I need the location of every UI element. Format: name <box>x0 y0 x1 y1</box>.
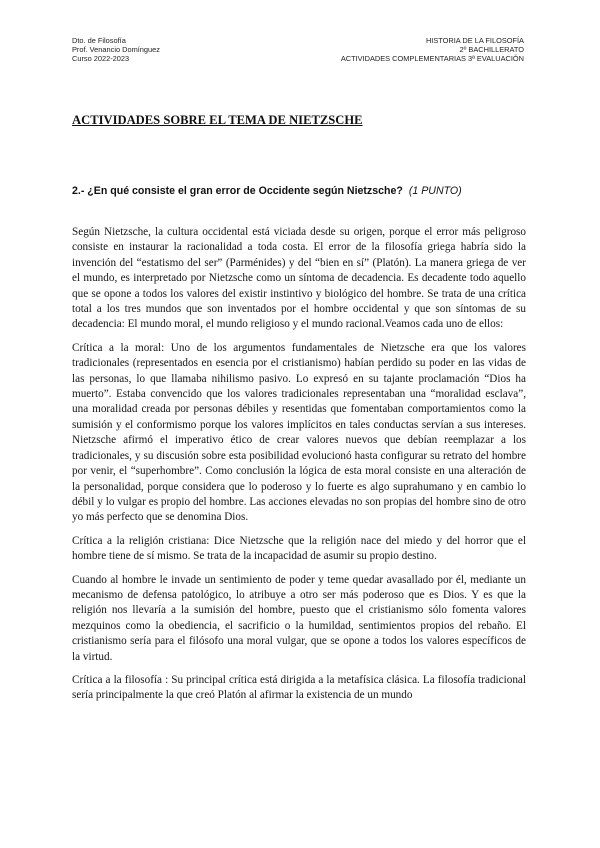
department-label: Dto. de Filosofía <box>72 36 126 45</box>
paragraph-intro: Según Nietzsche, la cultura occidental está viciada desde su origen, porque el error más peligroso consiste en instaurar la racionalidad a toda costa. El error de la filosofía griega habría sido la invención del “estatismo del ser” (Parménides) y del “bien en sí” (Platón). La manera griega de ver el mundo, es interpretado por Nietzsche como un síntoma de decadencia. Es decadente todo aquello que se opone a todos los valores del existir instintivo y biológico del hombre. Se trata de una crítica total a los tres mundos que son inventados por el hombre occidental y que son síntomas de su decadencia: El mundo moral, el mundo religioso y el mundo racional.Veamos cada uno de ellos: <box>72 226 526 331</box>
question-points: (1 PUNTO) <box>408 185 462 197</box>
paragraph-religion-detail: Cuando al hombre le invade un sentimiento de poder y teme quedar avasallado por él, mediante un mecanismo de defensa patológico, lo atribuye a otro ser más poderoso que es Dios. Y es que la religión nos llevaría a la sumisión del hombre, puesto que el cristianismo sólo fomenta valores mezquinos como la obediencia, el sacrificio o la humildad, sentimientos propios del rebaño. El cristianismo sería para el filósofo una moral vulgar, que se opone a todos los valores específicos de la virtud. <box>72 573 526 663</box>
header-right <box>341 36 524 64</box>
activities-label: ACTIVIDADES COMPLEMENTARIAS 3ª EVALUACIÓN <box>340 54 524 64</box>
question-text: 2.- ¿En qué consiste el gran error de Occidente según Nietzsche? <box>72 185 403 197</box>
grade-label: 2º BACHILLERATO <box>459 45 524 55</box>
paragraph-moral-critique: Crítica a la moral: Uno de los argumentos fundamentales de Nietzsche era que los valores tradicionales (representados en esencia por el cristianismo) habían perdido su poder en las vidas de las personas, lo que llamaba nihilismo pasivo. Lo expresó en su tajante proclamación “Dios ha muerto”. Estaba convencido que los valores tradicionales representaban una “moralidad esclava”, una moralidad creada por personas débiles y resentidas que fomentaban comportamientos como la sumisión y el conformismo porque los valores implícitos en tales conductas servían a sus intereses. Nietzsche afirmó el imperativo ético de crear valores nuevos que debían reemplazar a los tradicionales, y su discusión sobre esta posibilidad evolucionó hasta configurar su retrato del hombre por venir, el “superhombre”. Como conclusión la lógica de esta moral consiste en una alteración de la personalidad, porque considera que lo poderoso y lo fuerte es algo suprahumano y en cambio lo débil y lo vulgar es propio del hombre. Las acciones elevadas no son propias del hombre sino de otro yo más perfecto que se denomina Dios. <box>72 341 526 524</box>
question-heading <box>72 185 462 197</box>
document-title: ACTIVIDADES SOBRE EL TEMA DE NIETZSCHE <box>72 113 363 127</box>
paragraph-philosophy-critique: Crítica a la filosofía : Su principal crítica está dirigida a la metafísica clásica. La filosofía tradicional sería principalmente la que creó Platón al afirmar la existencia de un mundo <box>72 673 526 702</box>
subject-label: HISTORIA DE LA FILOSOFÍA <box>425 36 524 45</box>
course-year-label: Curso 2022-2023 <box>72 54 130 64</box>
paragraph-religion-critique: Crítica a la religión cristiana: Dice Nietzsche que la religión nace del miedo y del horror que el hombre tiene de sí mismo. Se trata de la incapacidad de asumir su propio destino. <box>72 534 526 563</box>
header-left <box>72 36 160 64</box>
teacher-label: Prof. Venancio Domínguez <box>72 45 160 55</box>
answer-body <box>72 225 526 712</box>
